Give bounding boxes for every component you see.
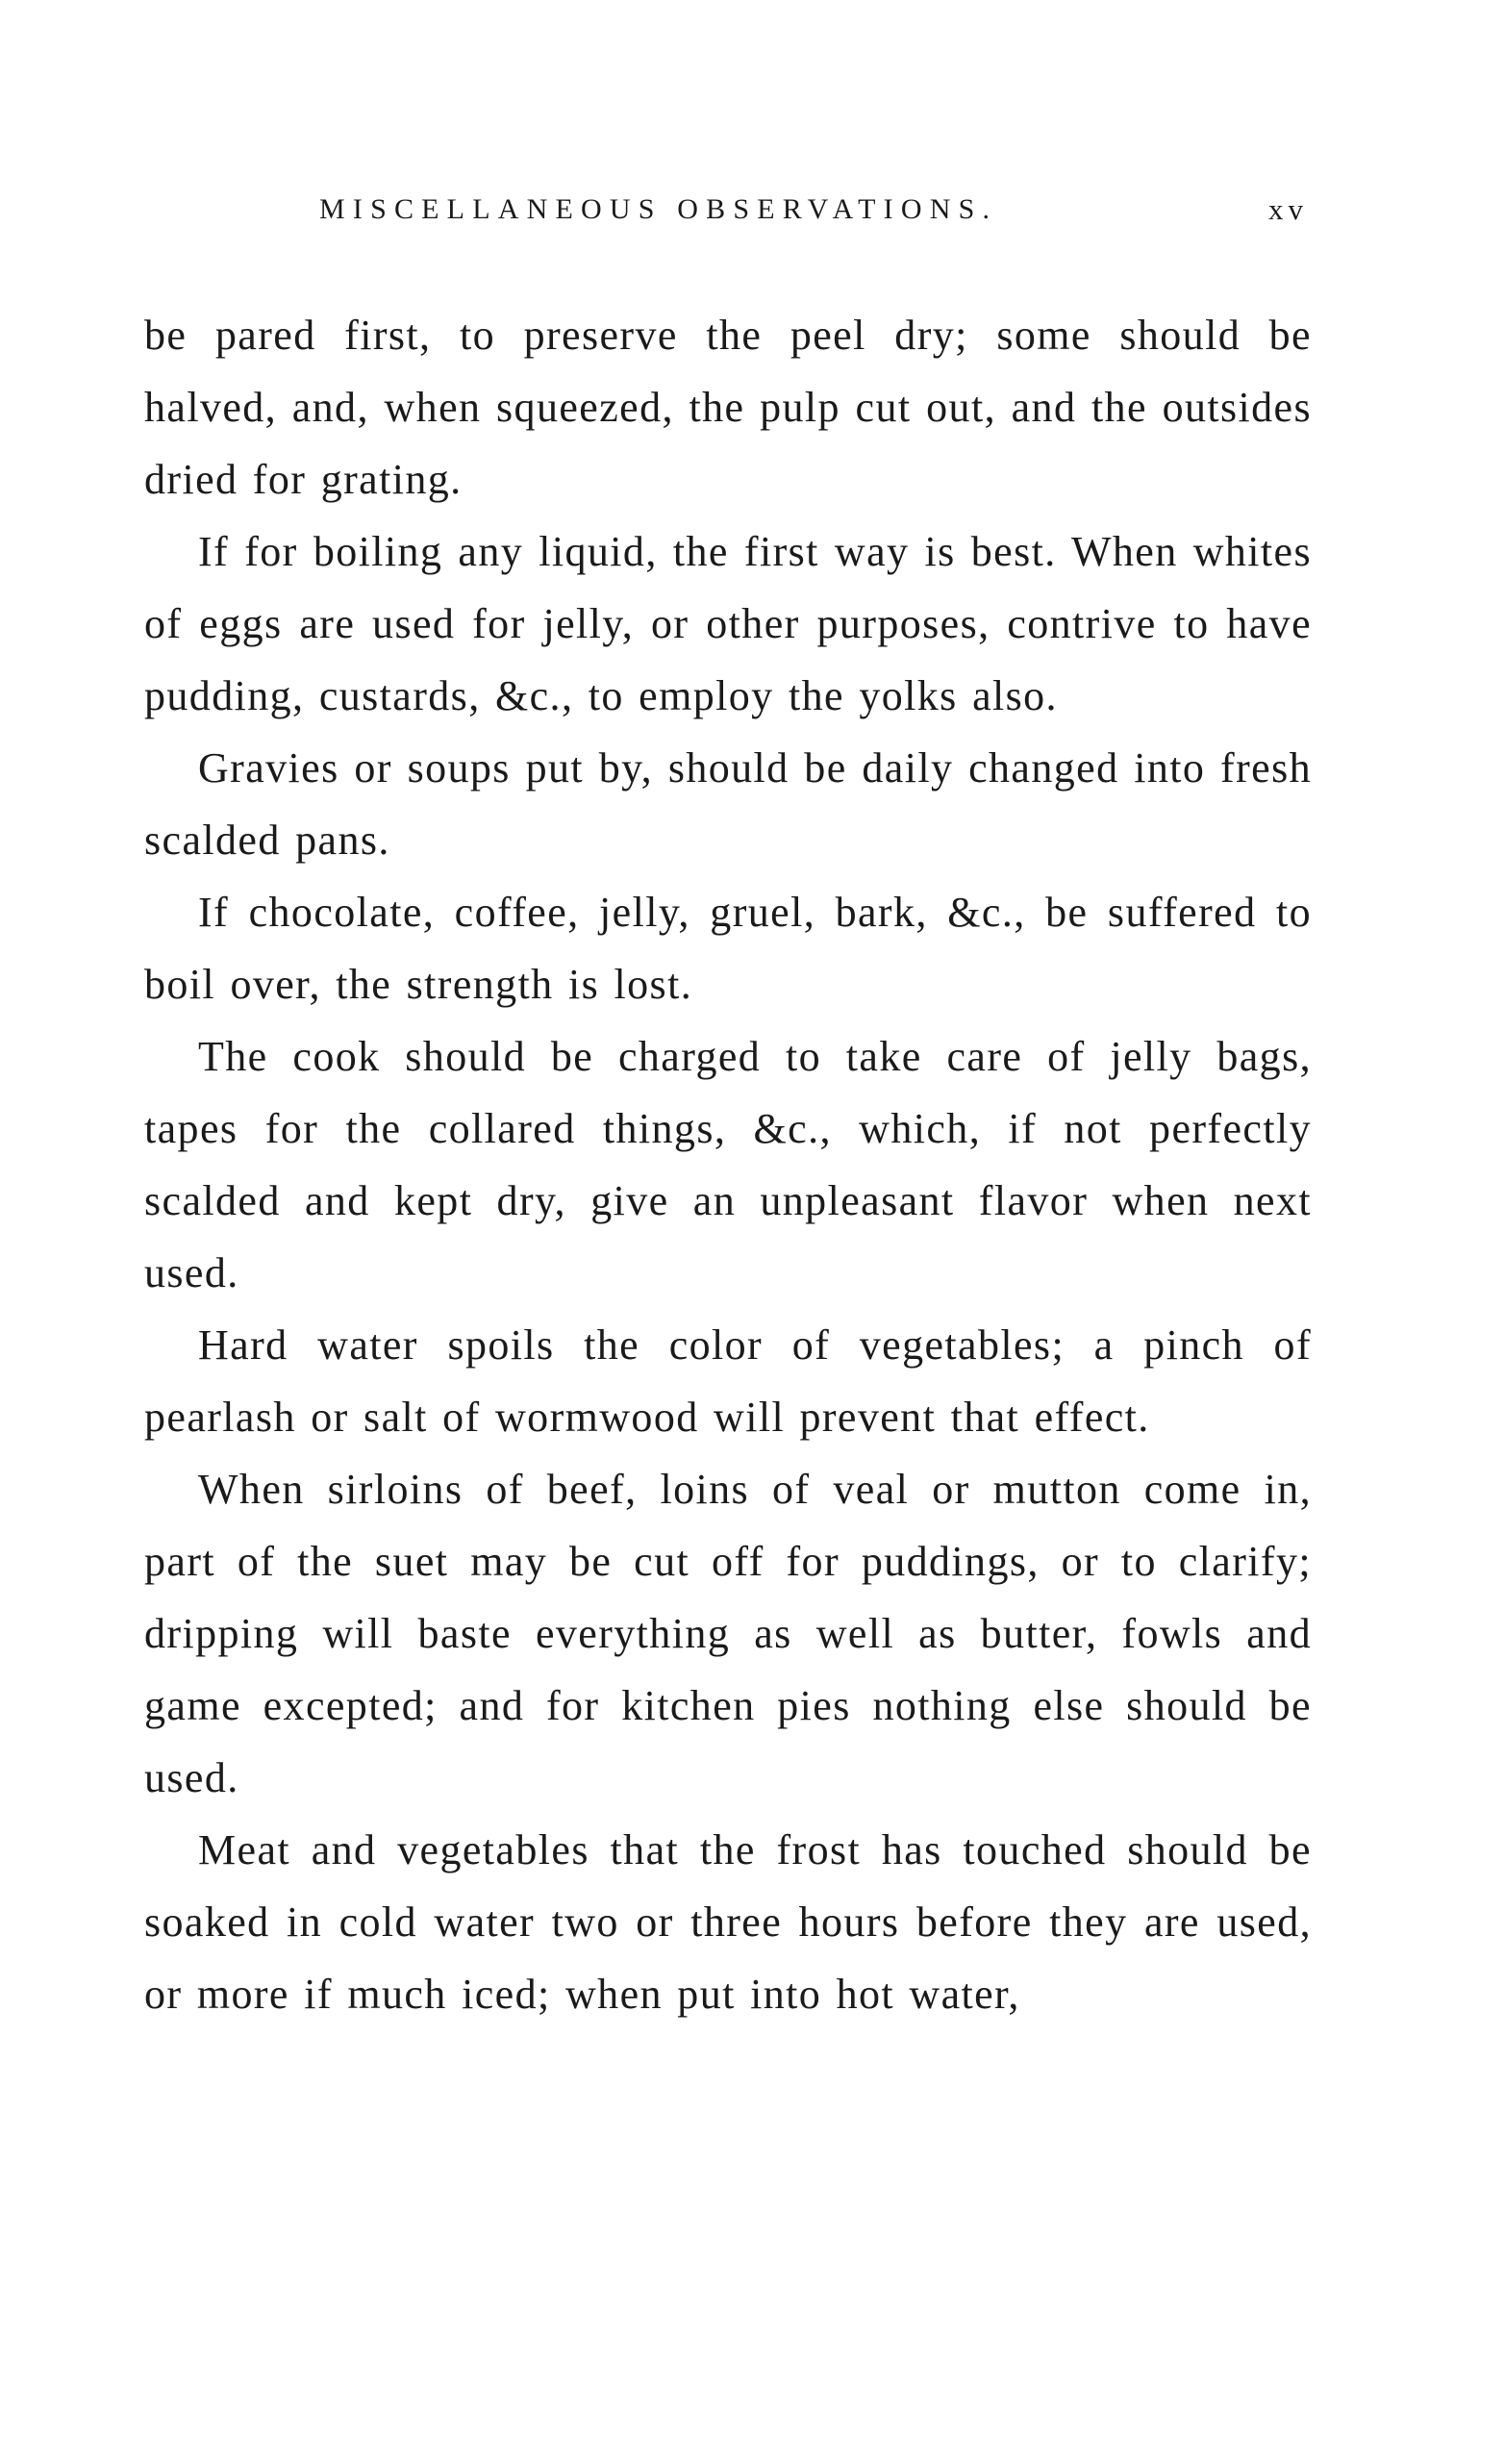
paragraph-hard-water: Hard water spoils the color of vegetables; a pinch of pearlash or salt of wormwood will prevent that effect. xyxy=(144,1321,1312,1441)
paragraph-continuation: be pared first, to preserve the peel dry; some should be halved, and, when squeezed, the pulp cut out, and the outsides dried for grating. xyxy=(144,312,1312,503)
body-text xyxy=(144,299,1312,2030)
paragraph-chocolate: If chocolate, coffee, jelly, gruel, bark, &c., be suffered to boil over, the strength is lost. xyxy=(144,889,1312,1008)
paragraph-jelly-bags: The cook should be charged to take care of jelly bags, tapes for the collared things, &c., which, if not perfectly scalded and kept dry, give an unpleasant flavor when next used. xyxy=(144,1033,1312,1296)
paragraph-boiling-liquid: If for boiling any liquid, the first way is best. When whites of eggs are used for jelly, or other purposes, contrive to have pudding, custards, &c., to employ the yolks also. xyxy=(144,528,1312,719)
paragraph-sirloins: When sirloins of beef, loins of veal or mutton come in, part of the suet may be cut off for puddings, or to clarify; dripping will baste everything as well as butter, fowls and game excepted; and for kitchen pies nothing else should be used. xyxy=(144,1466,1312,1801)
running-title: MISCELLANEOUS OBSERVATIONS. xyxy=(319,193,998,225)
paragraph-frost: Meat and vegetables that the frost has touched should be soaked in cold water two or three hours before they are used, or more if much iced; when put into hot water, xyxy=(144,1826,1312,2018)
running-head xyxy=(144,190,1314,239)
paragraph-gravies: Gravies or soups put by, should be daily changed into fresh scalded pans. xyxy=(144,744,1312,864)
page-number: xv xyxy=(1268,192,1308,226)
